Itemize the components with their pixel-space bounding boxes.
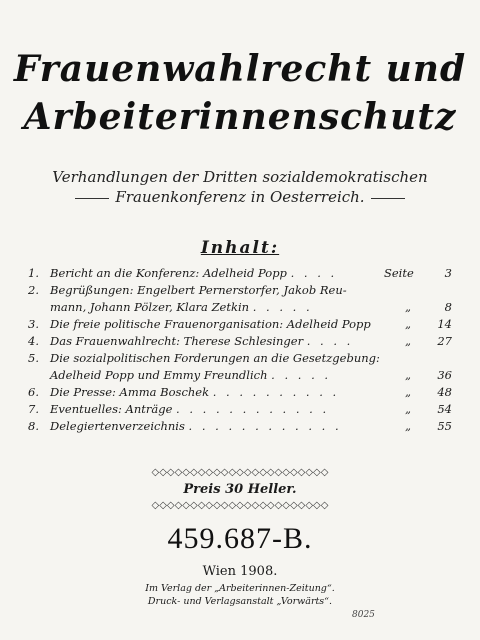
call-number-stamp: 459.687-B. xyxy=(167,522,313,555)
ornament-top: ◇◇◇◇◇◇◇◇◇◇◇◇◇◇◇◇◇◇◇◇◇◇◇ xyxy=(151,467,329,478)
toc-entry-leader: . . . . xyxy=(306,334,354,348)
contents-heading: Inhalt: xyxy=(200,238,280,258)
toc-entry-number: 3. xyxy=(28,317,39,331)
toc-entry-title: mann, Johann Pölzer, Klara Zetkin xyxy=(50,300,250,314)
toc-entry-title: Die freie politische Frauenorganisation: Adelheid Popp xyxy=(50,317,371,331)
toc-page-label: Seite xyxy=(384,266,414,280)
toc-page-number: 3 xyxy=(444,266,452,280)
toc-entry-title: Bericht an die Konferenz: Adelheid Popp xyxy=(50,266,287,280)
toc-entry-leader: . . . . . . . . . . . . xyxy=(188,419,342,433)
toc-entry-title: Die sozialpolitischen Forderungen an die Gesetzgebung: xyxy=(50,351,380,365)
toc-entry-title: Delegiertenverzeichnis xyxy=(50,419,185,433)
toc-page-number: 55 xyxy=(437,419,452,433)
toc-entry-number: 5. xyxy=(28,351,39,365)
toc-entry xyxy=(28,402,452,419)
toc-entry xyxy=(28,317,452,334)
toc-entry-text xyxy=(50,266,337,280)
toc-entry-number: 8. xyxy=(28,419,39,433)
toc-entry xyxy=(28,385,452,402)
toc-ditto-mark: „ xyxy=(405,300,411,314)
toc-ditto-mark: „ xyxy=(405,419,411,433)
toc-entry-text xyxy=(50,317,371,331)
subtitle-line-2-text: Frauenkonferenz in Oesterreich. xyxy=(115,188,365,206)
publisher-line-2: Druck- und Verlagsanstalt „Vorwärts“. xyxy=(147,596,333,607)
toc-entry-leader: . . . . xyxy=(290,266,338,280)
toc-entry-text xyxy=(50,351,380,365)
toc-ditto-mark: „ xyxy=(405,317,411,331)
toc-ditto-mark: „ xyxy=(405,368,411,382)
toc-entry-leader: . . . . . . . . . . . . xyxy=(176,402,330,416)
toc-page-number: 27 xyxy=(437,334,452,348)
right-rule xyxy=(371,198,405,199)
toc-page-number: 14 xyxy=(437,317,452,331)
left-rule xyxy=(75,198,109,199)
toc-entry-text xyxy=(50,419,342,433)
toc-page-number: 54 xyxy=(437,402,452,416)
toc-entry-title: Begrüßungen: Engelbert Pernerstorfer, Jakob Reu- xyxy=(50,283,347,297)
place-year: Wien 1908. xyxy=(202,564,278,579)
toc-entry-leader: . . . . . xyxy=(252,300,313,314)
handwritten-note: 8025 xyxy=(352,610,375,620)
publisher-line-1: Im Verlag der „Arbeiterinnen-Zeitung“. xyxy=(145,583,335,594)
toc-ditto-mark: „ xyxy=(405,385,411,399)
toc-entry-text xyxy=(50,385,339,399)
title-line-1: Frauenwahlrecht und xyxy=(13,48,467,90)
toc-entry-number: 7. xyxy=(28,402,39,416)
subtitle-line-2 xyxy=(0,188,480,206)
toc-ditto-mark: „ xyxy=(405,402,411,416)
toc-entry-leader: . . . . . . . . . . xyxy=(212,385,340,399)
toc-entry xyxy=(28,368,452,385)
toc-ditto-mark: „ xyxy=(405,334,411,348)
toc-entry xyxy=(28,300,452,317)
toc-entry xyxy=(28,419,452,436)
toc-entry xyxy=(28,351,448,368)
toc-page-number: 48 xyxy=(437,385,452,399)
toc-entry-title: Die Presse: Amma Boschek xyxy=(50,385,210,399)
table-of-contents xyxy=(28,266,452,436)
toc-entry-text xyxy=(50,402,329,416)
toc-entry-number: 6. xyxy=(28,385,39,399)
toc-entry-number: 2. xyxy=(28,283,39,297)
ornament-bottom: ◇◇◇◇◇◇◇◇◇◇◇◇◇◇◇◇◇◇◇◇◇◇◇ xyxy=(151,500,329,511)
toc-page-number: 8 xyxy=(444,300,452,314)
toc-page-number: 36 xyxy=(437,368,452,382)
toc-entry xyxy=(28,334,452,351)
subtitle-line-1: Verhandlungen der Dritten sozialdemokratischen xyxy=(52,168,428,186)
toc-entry-title: Das Frauenwahlrecht: Therese Schlesinger xyxy=(50,334,304,348)
toc-entry-title: Eventuelles: Anträge xyxy=(50,402,173,416)
toc-entry-number: 4. xyxy=(28,334,39,348)
toc-entry-text xyxy=(50,283,347,297)
toc-entry xyxy=(28,266,452,283)
toc-entry xyxy=(28,283,448,300)
price: Preis 30 Heller. xyxy=(183,482,297,497)
toc-entry-text xyxy=(50,334,353,348)
toc-entry-text xyxy=(50,368,331,382)
toc-entry-text xyxy=(50,300,313,314)
toc-entry-number: 1. xyxy=(28,266,39,280)
toc-entry-title: Adelheid Popp und Emmy Freundlich xyxy=(50,368,268,382)
toc-entry-leader: . . . . . xyxy=(271,368,332,382)
title-line-2: Arbeiterinnenschutz xyxy=(23,96,457,138)
